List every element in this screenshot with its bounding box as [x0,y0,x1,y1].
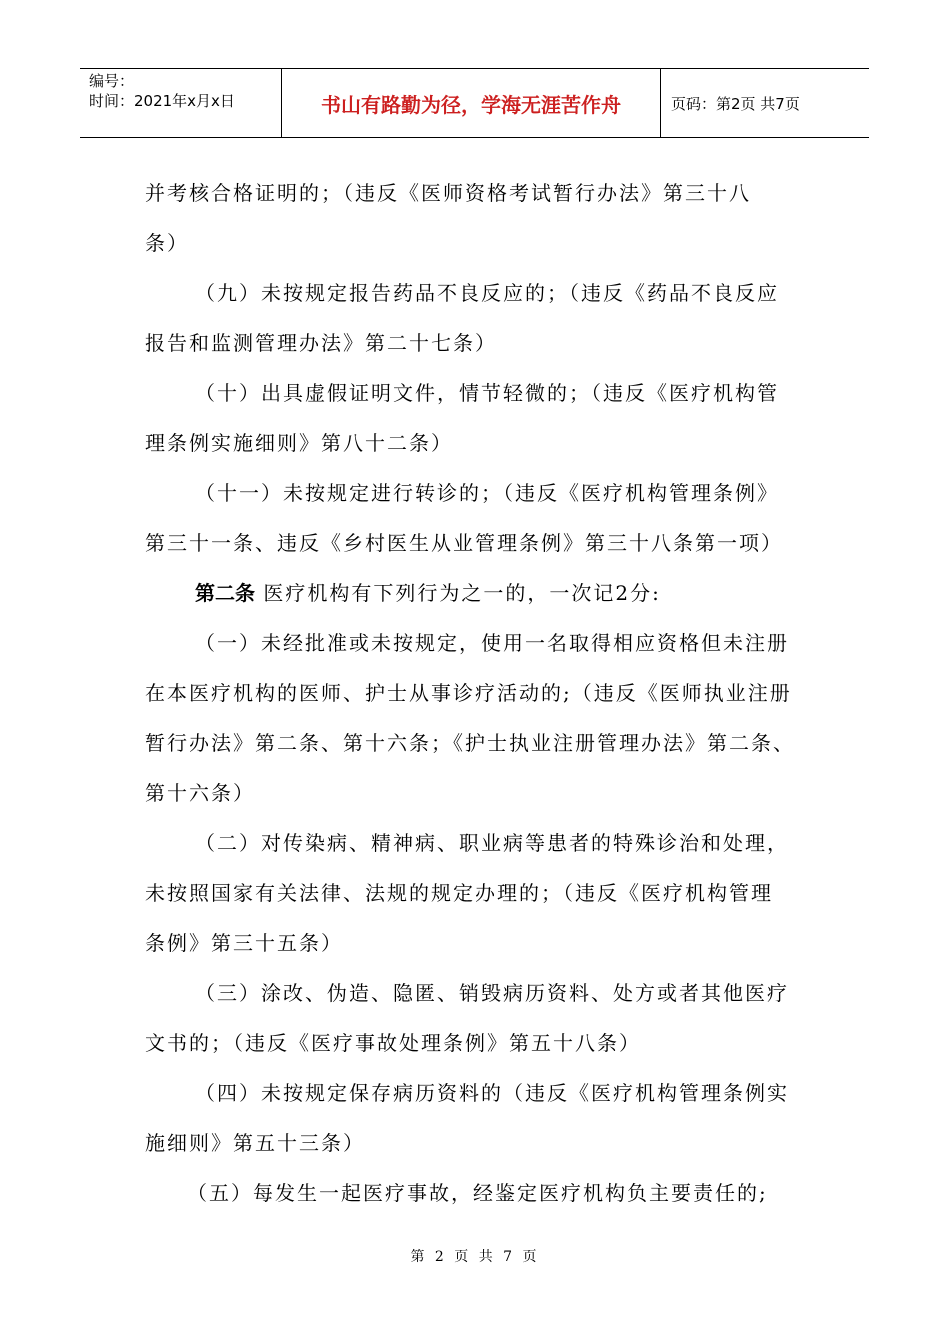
paragraph-line: 并考核合格证明的；（违反《医师资格考试暂行办法》第三十八 [145,181,751,205]
header-motto: 书山有路勤为径，学海无涯苦作舟 [282,69,661,137]
header-meta [80,69,282,137]
article-text: 医疗机构有下列行为之一的，一次记2分: [263,581,661,605]
page-header [80,68,869,138]
paragraph-line: （五）每发生一起医疗事故，经鉴定医疗机构负主要责任的; [187,1181,768,1205]
paragraph-line: 文书的；（违反《医疗事故处理条例》第五十八条） [145,1031,641,1055]
document-body [145,168,825,1218]
paragraph-line: 条） [145,231,189,255]
paragraph-line: 第十六条） [145,781,255,805]
paragraph-line: （十一）未按规定进行转诊的；（违反《医疗机构管理条例》 [195,481,779,505]
article-number: 第二条 [195,581,255,605]
paragraph-line: 报告和监测管理办法》第二十七条） [145,331,497,355]
document-number-label: 编号： [89,72,135,90]
paragraph-line: （九）未按规定报告药品不良反应的；（违反《药品不良反应 [195,281,779,305]
document-time-label: 时间：2021年x月x日 [89,92,235,110]
paragraph-line: （一）未经批准或未按规定，使用一名取得相应资格但未注册 [195,631,789,655]
paragraph-line: 暂行办法》第二条、第十六条；《护士执业注册管理办法》第二条、 [145,731,795,755]
paragraph-line: （四）未按规定保存病历资料的（违反《医疗机构管理条例实 [195,1081,789,1105]
paragraph-line: 第三十一条、违反《乡村医生从业管理条例》第三十八条第一项） [145,531,783,555]
paragraph-line: （十）出具虚假证明文件，情节轻微的；（违反《医疗机构管 [195,381,779,405]
header-page-info: 页码：第2页 共7页 [671,94,800,113]
paragraph-line: 施细则》第五十三条） [145,1131,365,1155]
paragraph-line: 未按照国家有关法律、法规的规定办理的；（违反《医疗机构管理 [145,881,773,905]
paragraph-line: （二）对传染病、精神病、职业病等患者的特殊诊治和处理， [195,831,789,855]
paragraph-line: 条例》第三十五条） [145,931,343,955]
paragraph-line: 在本医疗机构的医师、护士从事诊疗活动的;（违反《医师执业注册 [145,681,792,705]
paragraph-line: （三）涂改、伪造、隐匿、销毁病历资料、处方或者其他医疗 [195,981,789,1005]
paragraph-line: 理条例实施细则》第八十二条） [145,431,453,455]
article-heading [145,568,825,618]
page-footer: 第 2 页 共 7 页 [410,1249,540,1265]
